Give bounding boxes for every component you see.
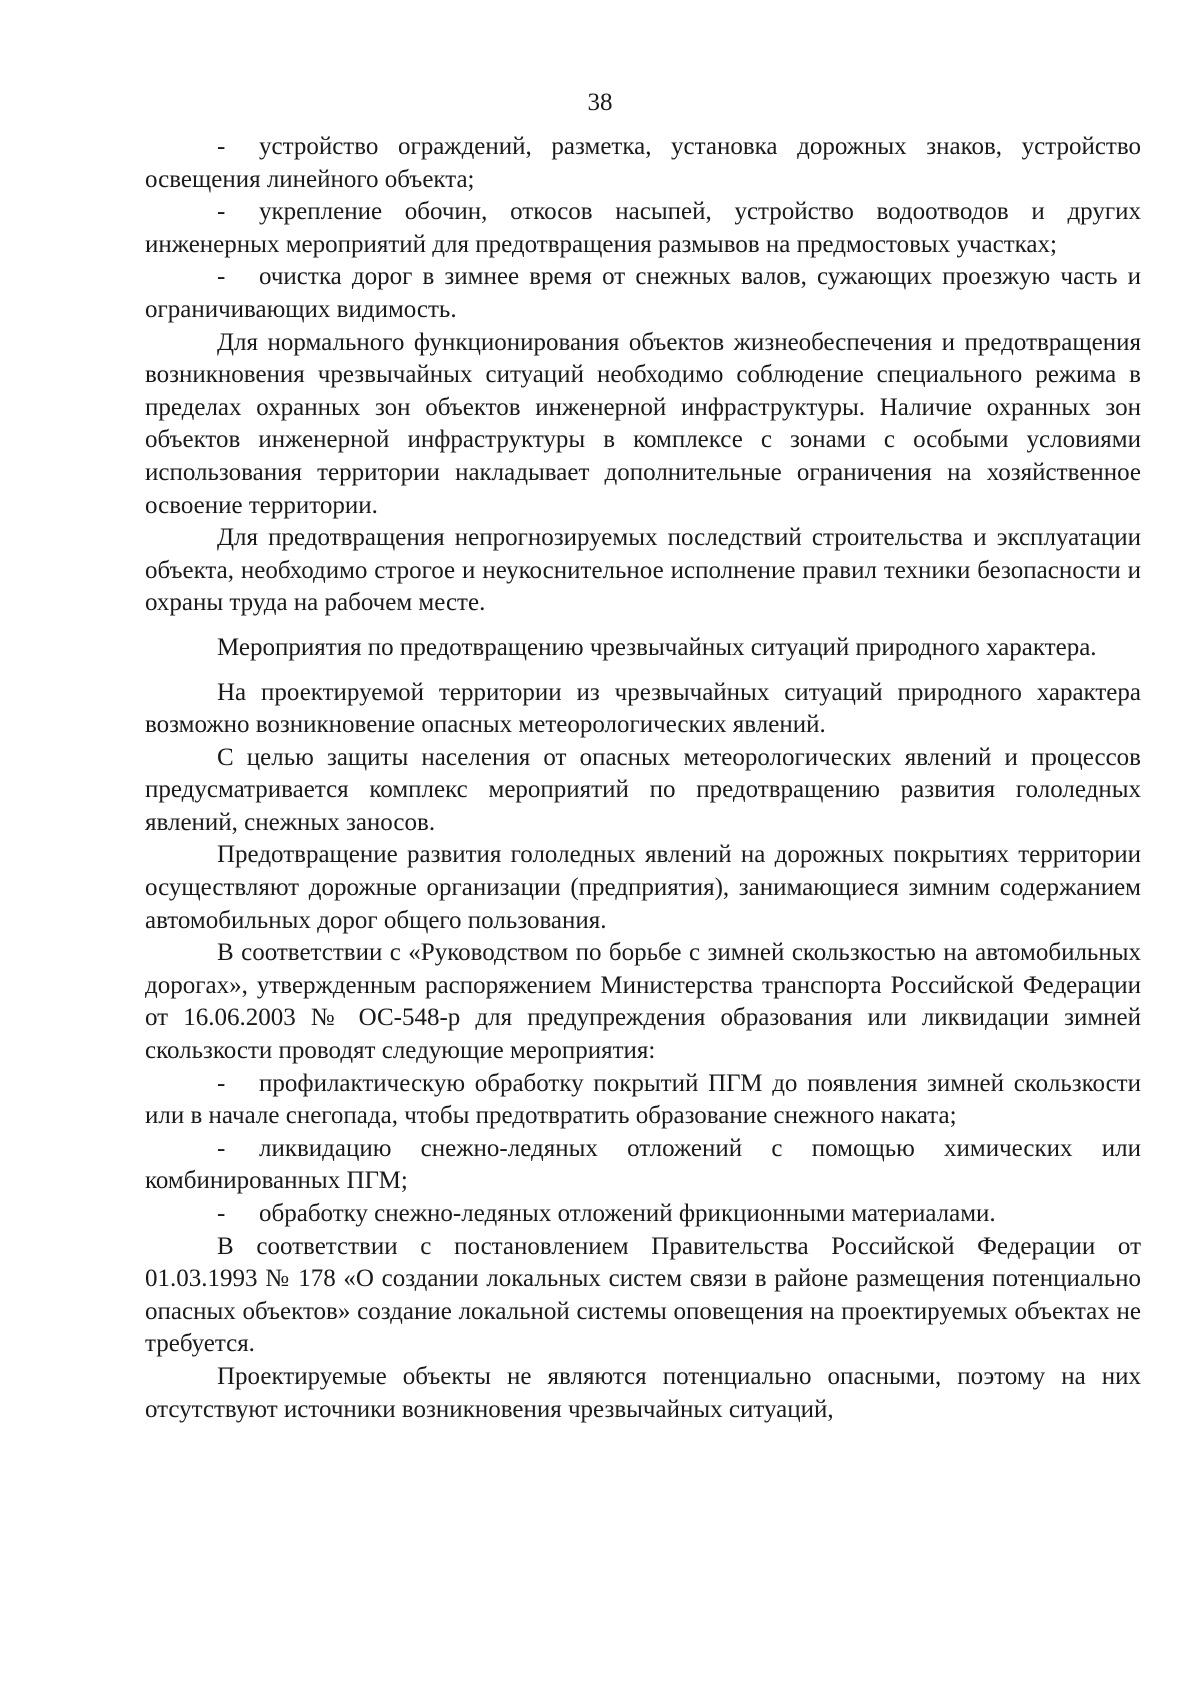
list-item-text: укрепление обочин, откосов насыпей, устройство водоотводов и других инженерных мероприятий для предотвращения размывов на предмостовых участках;: [145, 198, 1141, 258]
page-number: 38: [587, 89, 613, 116]
list-item: [145, 196, 1141, 261]
list-item-marker: -: [217, 198, 226, 226]
paragraph: В соответствии с «Руководством по борьбе с зимней скользкостью на автомобильных дорогах», утвержденным распоряжением Министерства транспорта Российской Федерации от 16.06.2003 № ОС-548-р для предупреждения образования или ликвидации зимней скользкости проводят следующие мероприятия:: [145, 939, 1141, 1065]
paragraph: Проектируемые объекты не являются потенциально опасными, поэтому на них отсутствуют источники возникновения чрезвычайных ситуаций,: [145, 1362, 1141, 1423]
paragraph: На проектируемой территории из чрезвычайных ситуаций природного характера возможно возникновение опасных метеорологических явлений.: [145, 678, 1141, 739]
list-item-marker: -: [217, 1200, 226, 1227]
paragraph: Для нормального функционирования объектов жизнеобеспечения и предотвращения возникновения чрезвычайных ситуаций необходимо соблюдение специального режима в пределах охранных зон объектов инженерной инфраструктуры. Наличие охранных зон объектов инженерной инфраструктуры в комплексе с зонами с особыми условиями использования территории накладывает дополнительные ограничения на хозяйственное освоение территории.: [145, 328, 1141, 519]
list-item-marker: -: [217, 133, 226, 160]
paragraph: В соответствии с постановлением Правительства Российской Федерации от 01.03.1993 № 178 «О создании локальных систем связи в районе размещения потенциально опасных объектов» создание локальной системы оповещения на проектируемых объектах не требуется.: [145, 1232, 1141, 1358]
list-item-text: профилактическую обработку покрытий ПГМ до появления зимней скользкости или в начале снегопада, чтобы предотвратить образование снежного наката;: [145, 1069, 1141, 1130]
document-body: [145, 131, 1141, 1426]
list-item: [145, 131, 1141, 196]
list-item-marker: -: [217, 1069, 226, 1097]
list-item-text: обработку снежно-ледяных отложений фрикционными материалами.: [259, 1200, 996, 1227]
list-item-marker: -: [217, 1134, 226, 1162]
list-item-marker: -: [217, 263, 226, 291]
paragraph: С целью защиты населения от опасных метеорологических явлений и процессов предусматривается комплекс мероприятий по предотвращению развития гололедных явлений, снежных заносов.: [145, 743, 1141, 836]
list-item: [145, 1133, 1141, 1198]
list-item: [145, 261, 1141, 326]
paragraph: Предотвращение развития гололедных явлений на дорожных покрытиях территории осуществляют дорожные организации (предприятия), занимающиеся зимним содержанием автомобильных дорог общего пользования.: [145, 841, 1141, 934]
list-item: [145, 1068, 1141, 1133]
paragraph: Мероприятия по предотвращению чрезвычайных ситуаций природного характера.: [217, 633, 1097, 661]
paragraph: Для предотвращения непрогнозируемых последствий строительства и эксплуатации объекта, необходимо строгое и неукоснительное исполнение правил техники безопасности и охраны труда на рабочем месте.: [145, 524, 1141, 617]
list-item-text: ликвидацию снежно-ледяных отложений с помощью химических или комбинированных ПГМ;: [145, 1134, 1141, 1195]
list-item-text: очистка дорог в зимнее время от снежных валов, сужающих проезжую часть и ограничивающих видимость.: [145, 263, 1141, 323]
list-item: [145, 1198, 1141, 1231]
list-item-text: устройство ограждений, разметка, установка дорожных знаков, устройство освещения линейного объекта;: [145, 133, 1141, 193]
